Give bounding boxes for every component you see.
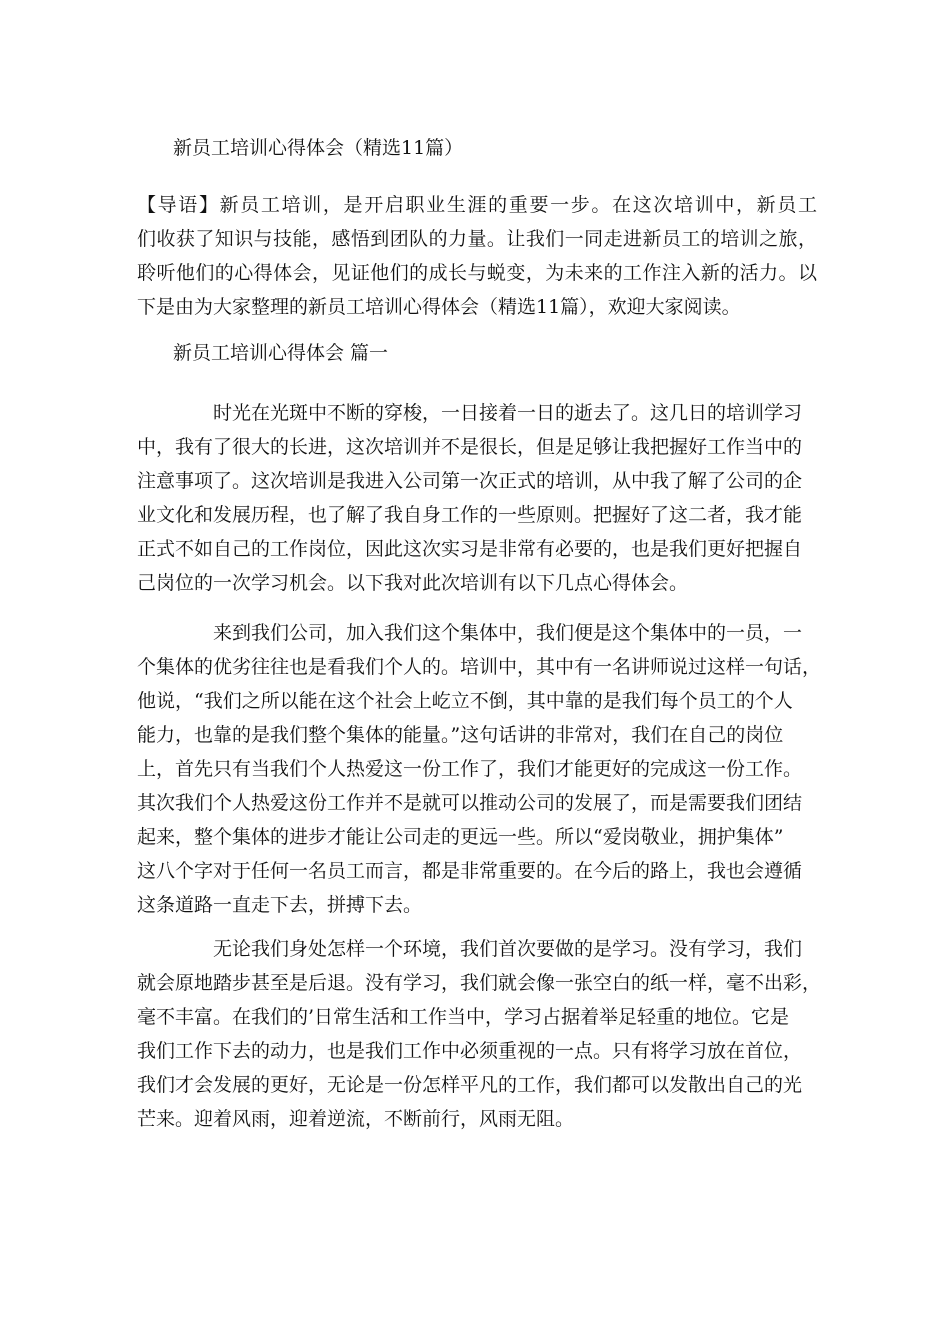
body-paragraph-1: [137, 396, 817, 600]
intro-line: 【导语】新员工培训，是开启职业生涯的重要一步。在这次培训中，新员工: [137, 194, 817, 216]
paragraph-line: 这八个字对于任何一名员工而言，都是非常重要的。在今后的路上，我也会遵循: [137, 860, 803, 882]
paragraph-line: 来到我们公司，加入我们这个集体中，我们便是这个集体中的一员，一: [213, 622, 803, 644]
paragraph-line: 上，首先只有当我们个人热爱这一份工作了，我们才能更好的完成这一份工作。: [137, 758, 803, 780]
paragraph-line: 我们才会发展的更好，无论是一份怎样平凡的工作，我们都可以发散出自己的光: [137, 1074, 803, 1096]
document-title: 新员工培训心得体会（精选11篇）: [173, 137, 464, 159]
paragraph-line: 能力，也靠的是我们整个集体的能量。”这句话讲的非常对，我们在自己的岗位: [137, 724, 784, 746]
intro-line: 下是由为大家整理的新员工培训心得体会（精选11篇），欢迎大家阅读。: [137, 296, 741, 318]
paragraph-line: 正式不如自己的工作岗位，因此这次实习是非常有必要的，也是我们更好把握自: [137, 538, 803, 560]
paragraph-line: 注意事项了。这次培训是我进入公司第一次正式的培训，从中我了解了公司的企: [137, 470, 803, 492]
paragraph-line: 业文化和发展历程，也了解了我自身工作的一些原则。把握好了这二者，我才能: [137, 504, 803, 526]
paragraph-line: 己岗位的一次学习机会。以下我对此次培训有以下几点心得体会。: [137, 572, 689, 594]
paragraph-line: 这条道路一直走下去，拼搏下去。: [137, 894, 423, 916]
paragraph-line: 其次我们个人热爱这份工作并不是就可以推动公司的发展了，而是需要我们团结: [137, 792, 803, 814]
paragraph-line: 起来，整个集体的进步才能让公司走的更远一些。所以“爱岗敬业，拥护集体”: [137, 826, 784, 848]
paragraph-line: 就会原地踏步甚至是后退。没有学习，我们就会像一张空白的纸一样，毫不出彩，: [137, 972, 822, 994]
paragraph-line: 中，我有了很大的长进，这次培训并不是很长，但是足够让我把握好工作当中的: [137, 436, 803, 458]
intro-paragraph: [137, 188, 817, 324]
section-heading: 新员工培训心得体会 篇一: [173, 342, 389, 364]
paragraph-line: 我们工作下去的动力，也是我们工作中必须重视的一点。只有将学习放在首位，: [137, 1040, 803, 1062]
paragraph-line: 毫不丰富。在我们的’日常生活和工作当中，学习占据着举足轻重的地位。它是: [137, 1006, 790, 1028]
paragraph-line: 个集体的优劣往往也是看我们个人的。培训中，其中有一名讲师说过这样一句话，: [137, 656, 822, 678]
body-paragraph-3: [137, 932, 822, 1136]
intro-line: 们收获了知识与技能，感悟到团队的力量。让我们一同走进新员工的培训之旅，: [137, 228, 817, 250]
paragraph-line: 他说，“我们之所以能在这个社会上屹立不倒，其中靠的是我们每个员工的个人: [137, 690, 793, 712]
body-paragraph-2: [137, 616, 822, 922]
paragraph-line: 时光在光斑中不断的穿梭，一日接着一日的逝去了。这几日的培训学习: [213, 402, 803, 424]
intro-line: 聆听他们的心得体会，见证他们的成长与蜕变，为未来的工作注入新的活力。以: [137, 262, 817, 284]
paragraph-line: 芒来。迎着风雨，迎着逆流，不断前行，风雨无阻。: [137, 1108, 575, 1130]
paragraph-line: 无论我们身处怎样一个环境，我们首次要做的是学习。没有学习，我们: [213, 938, 803, 960]
